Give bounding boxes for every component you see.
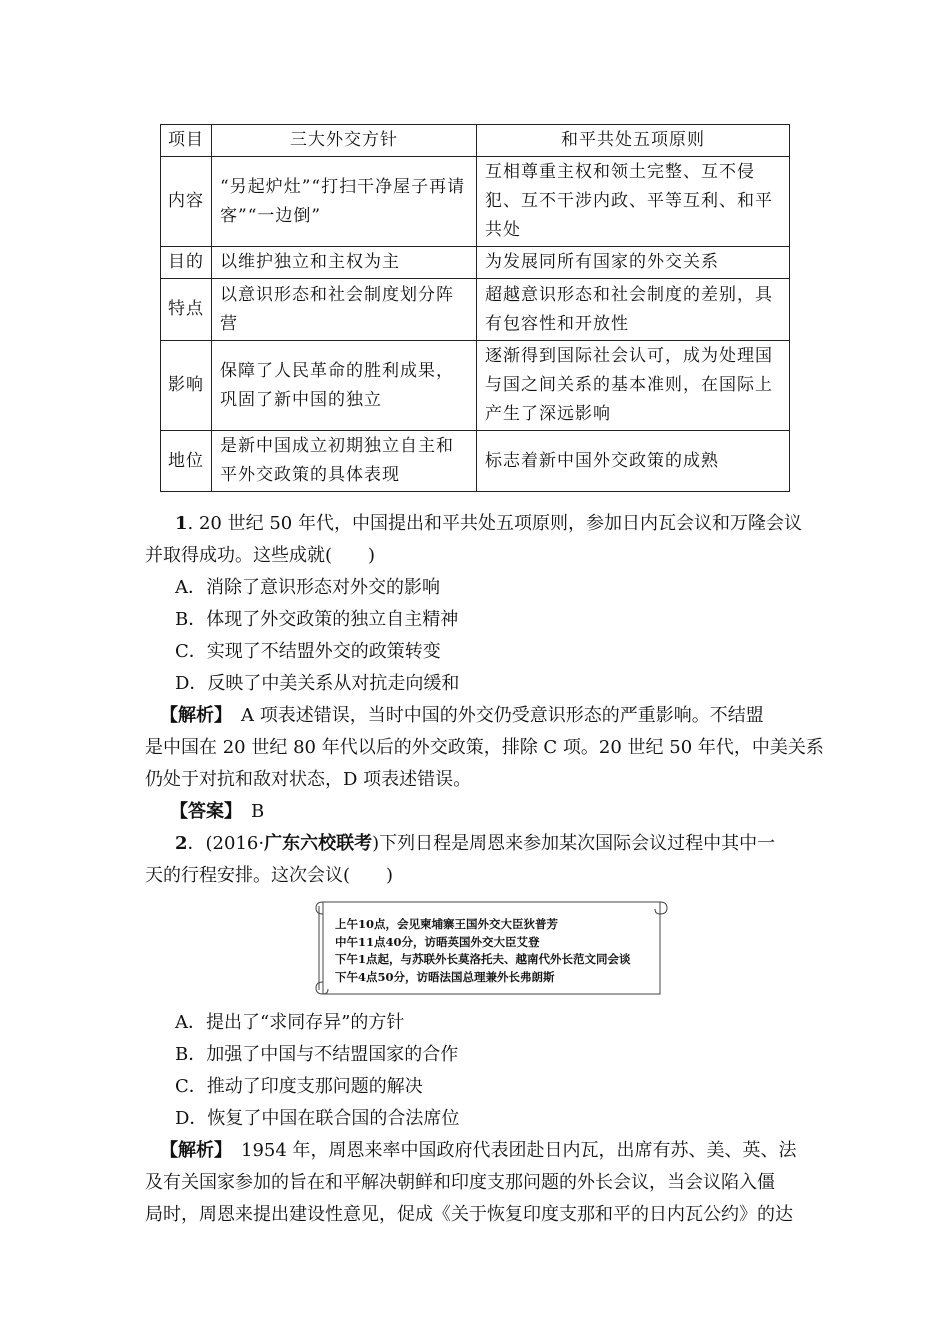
q1-stem-line2: 并取得成功。这些成就( ) [145, 545, 376, 566]
q1-analysis-line3: 仍处于对抗和敌对状态，D 项表述错误。 [145, 769, 472, 790]
schedule-line: 上午10点，会见柬埔寨王国外交大臣狄普芳 [335, 917, 559, 931]
cell-policy: 以维护独立和主权为主 [212, 247, 477, 279]
schedule-text [335, 916, 631, 986]
cell-policy: 保障了人民革命的胜利成果，巩固了新中国的独立 [212, 341, 477, 431]
cell-policy: “另起炉灶”“打扫干净屋子再请客”“一边倒” [212, 157, 477, 247]
q2-source: 广东六校联考 [264, 833, 373, 854]
table-row [161, 341, 790, 431]
cell-principles: 逐渐得到国际社会认可，成为处理国与国之间关系的基本准则，在国际上产生了深远影响 [477, 341, 790, 431]
analysis-tag: 【解析】 [160, 705, 223, 726]
q2-stem [175, 831, 775, 857]
q1-answer [170, 799, 264, 825]
cell-policy: 以意识形态和社会制度划分阵营 [212, 279, 477, 341]
cell-principles: 互相尊重主权和领土完整、互不侵犯、互不干涉内政、平等互利、和平共处 [477, 157, 790, 247]
q2-option-a: A．提出了“求同存异”的方针 [175, 1012, 405, 1033]
q1-option-d: D．反映了中美关系从对抗走向缓和 [175, 673, 460, 694]
header-cell: 和平共处五项原则 [477, 125, 790, 157]
row-label: 目的 [161, 247, 212, 279]
q2-number: 2 [175, 833, 188, 854]
schedule-scroll [313, 898, 670, 998]
cell-principles: 为发展同所有国家的外交关系 [477, 247, 790, 279]
row-label: 内容 [161, 157, 212, 247]
q1-answer-value: B [233, 801, 265, 822]
q2-source-prefix: ．(2016· [187, 833, 265, 854]
row-label: 特点 [161, 279, 212, 341]
q1-analysis-text: A 项表述错误，当时中国的外交仍受意识形态的严重影响。不结盟 [223, 705, 764, 726]
answer-tag: 【答案】 [170, 801, 233, 822]
q1-analysis [160, 703, 764, 729]
q1-option-a: A．消除了意识形态对外交的影响 [175, 577, 440, 598]
table-row [161, 431, 790, 492]
table-header-row [161, 125, 790, 157]
schedule-line: 中午11点40分，访晤英国外交大臣艾登 [335, 934, 540, 949]
q1-number: 1 [175, 513, 188, 534]
cell-principles: 超越意识形态和社会制度的差别，具有包容性和开放性 [477, 279, 790, 341]
q2-analysis [160, 1138, 797, 1164]
schedule-line: 下午1点起，与苏联外长莫洛托夫、越南代外长范文同会谈 [335, 952, 631, 966]
q1-analysis-line2: 是中国在 20 世纪 80 年代以后的外交政策，排除 C 项。20 世纪 50 年代，中美关系 [145, 737, 824, 758]
schedule-line: 下午4点50分，访晤法国总理兼外长弗朗斯 [335, 969, 555, 984]
q1-stem-text: . 20 世纪 50 年代，中国提出和平共处五项原则，参加日内瓦会议和万隆会议 [187, 513, 802, 534]
q1-option-b: B．体现了外交政策的独立自主精神 [175, 609, 459, 630]
q2-option-d: D．恢复了中国在联合国的合法席位 [175, 1108, 460, 1129]
q1-option-c: C．实现了不结盟外交的政策转变 [175, 641, 441, 662]
row-label: 地位 [161, 431, 212, 492]
cell-policy: 是新中国成立初期独立自主和平外交政策的具体表现 [212, 431, 477, 492]
q2-analysis-line2: 及有关国家参加的旨在和平解决朝鲜和印度支那问题的外长会议，当会议陷入僵 [145, 1172, 775, 1193]
q2-analysis-line3: 局时，周恩来提出建设性意见，促成《关于恢复印度支那和平的日内瓦公约》的达 [145, 1204, 793, 1225]
q2-stem-line2: 天的行程安排。这次会议( ) [145, 865, 394, 886]
cell-principles: 标志着新中国外交政策的成熟 [477, 431, 790, 492]
table-row [161, 157, 790, 247]
table-row [161, 247, 790, 279]
q2-analysis-text: 1954 年，周恩来率中国政府代表团赴日内瓦，出席有苏、美、英、法 [223, 1140, 797, 1161]
header-cell: 三大外交方针 [212, 125, 477, 157]
table-row [161, 279, 790, 341]
q1-stem [175, 511, 802, 537]
row-label: 影响 [161, 341, 212, 431]
analysis-tag: 【解析】 [160, 1140, 223, 1161]
q2-option-c: C．推动了印度支那问题的解决 [175, 1076, 423, 1097]
q2-option-b: B．加强了中国与不结盟国家的合作 [175, 1044, 459, 1065]
comparison-table [160, 124, 790, 492]
header-cell: 项目 [161, 125, 212, 157]
q2-stem-text: )下列日程是周恩来参加某次国际会议过程中其中一 [372, 833, 776, 854]
